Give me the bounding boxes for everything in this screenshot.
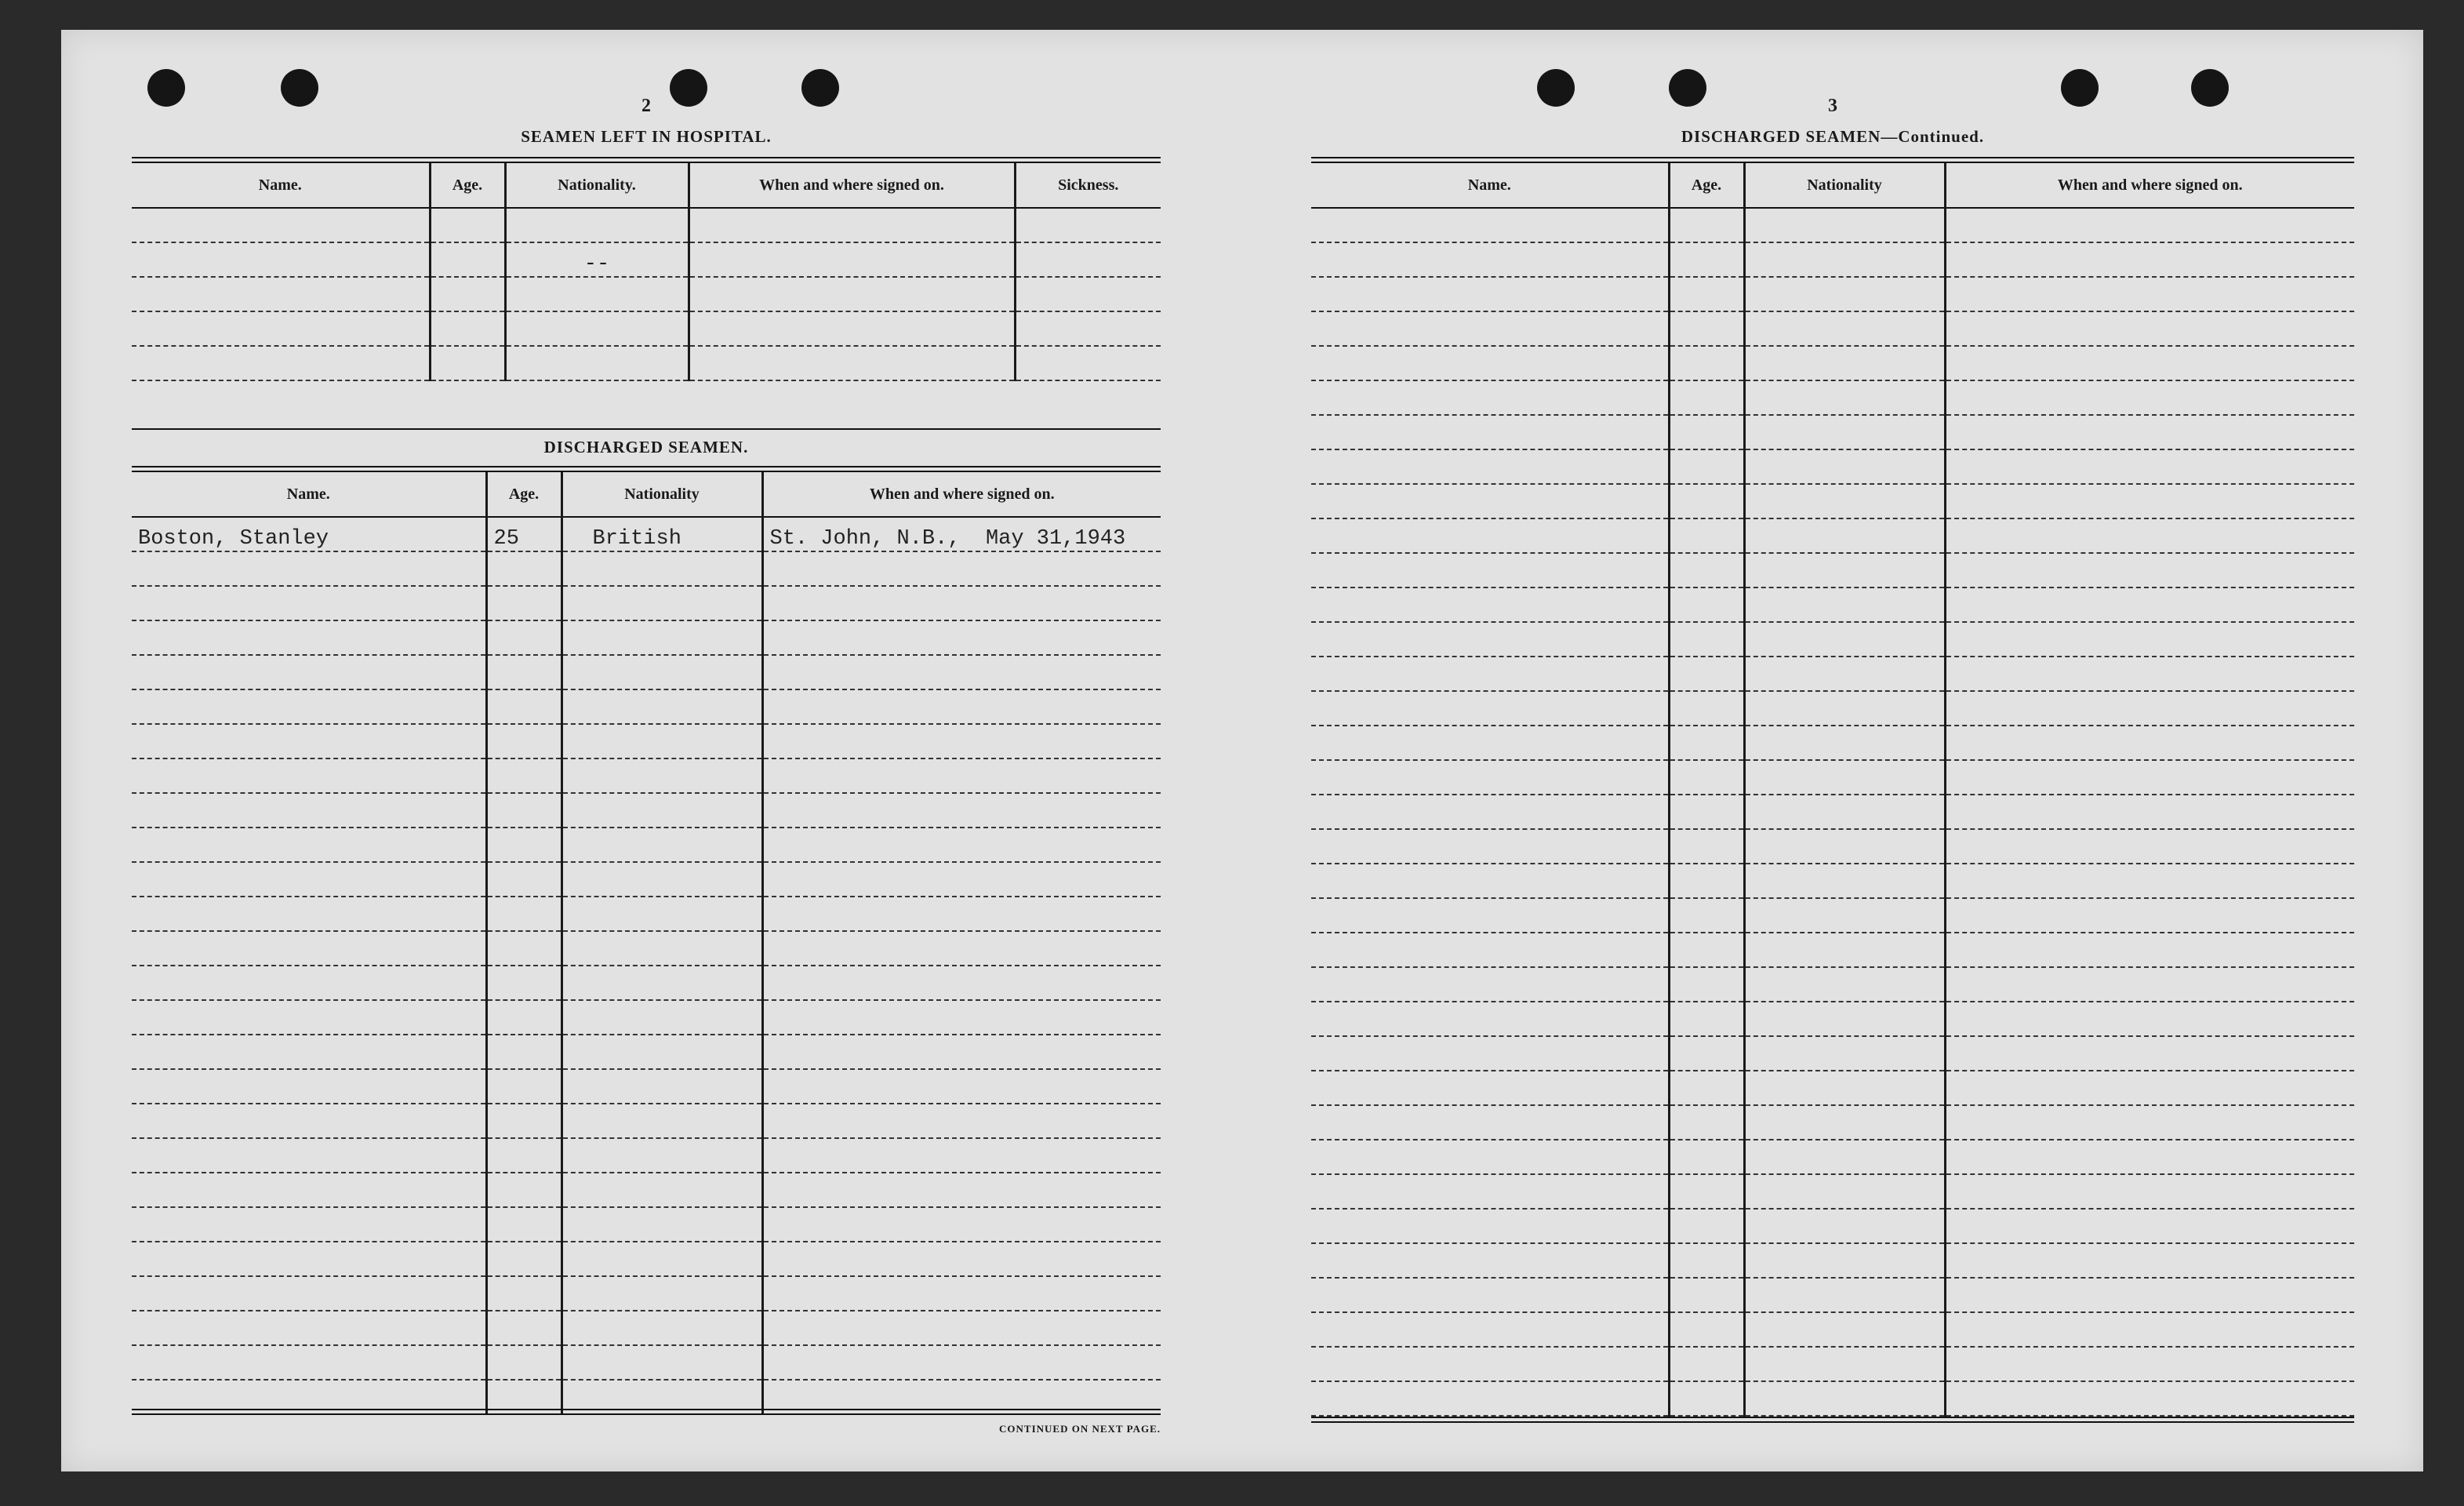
hospital-section-title: SEAMEN LEFT IN HOSPITAL.	[521, 127, 772, 146]
section-rule	[1311, 157, 2354, 163]
table-row	[132, 1242, 1161, 1276]
continued-note: CONTINUED ON NEXT PAGE.	[999, 1423, 1161, 1435]
table-row	[1311, 1140, 2354, 1174]
table-row	[132, 931, 1161, 966]
table-row	[1311, 449, 2354, 484]
column-header-signed-on: When and where signed on.	[1945, 163, 2354, 208]
table-row	[1311, 760, 2354, 795]
table-row	[132, 1035, 1161, 1069]
table-row	[1311, 829, 2354, 864]
table-row	[1311, 1243, 2354, 1278]
column-header-age: Age.	[486, 472, 561, 517]
table-row	[132, 1138, 1161, 1173]
table-row	[1311, 898, 2354, 933]
table-row	[132, 277, 1161, 311]
table-row	[1311, 1036, 2354, 1071]
column-header-name: Name.	[1311, 163, 1669, 208]
table-row	[132, 208, 1161, 242]
table-row	[1311, 691, 2354, 726]
table-row	[132, 1069, 1161, 1104]
table-row	[1311, 277, 2354, 311]
table-row	[1311, 1105, 2354, 1140]
table-row	[132, 311, 1161, 346]
table-row	[1311, 242, 2354, 277]
table-row	[1311, 1002, 2354, 1036]
table-row	[1311, 795, 2354, 829]
table-row	[132, 620, 1161, 655]
right-page	[1311, 30, 2354, 1471]
table-row	[132, 897, 1161, 931]
section-rule	[1311, 1417, 2354, 1423]
table-row	[132, 551, 1161, 586]
nationality-cell: --	[505, 242, 689, 277]
table-row	[132, 966, 1161, 1000]
discharged-table	[132, 472, 1161, 1415]
table-row	[132, 1000, 1161, 1035]
section-rule	[132, 466, 1161, 472]
table-row	[132, 1173, 1161, 1207]
column-header-age: Age.	[430, 163, 505, 208]
column-header-nationality: Nationality.	[505, 163, 689, 208]
table-row	[1311, 518, 2354, 553]
table-row	[1311, 484, 2354, 518]
table-row	[132, 655, 1161, 689]
table-row	[132, 1207, 1161, 1242]
column-header-age: Age.	[1669, 163, 1744, 208]
table-row	[1311, 1071, 2354, 1105]
page-number: 2	[641, 96, 651, 116]
table-row	[1311, 967, 2354, 1002]
table-row	[1311, 1278, 2354, 1312]
section-rule	[132, 1409, 1161, 1415]
table-row	[132, 1276, 1161, 1311]
table-row	[132, 1345, 1161, 1380]
hospital-table	[132, 163, 1161, 381]
seaman-signed-on: St. John, N.B., May 31,1943	[762, 517, 1161, 551]
column-header-nationality: Nationality	[561, 472, 762, 517]
table-row	[1311, 933, 2354, 967]
table-row	[132, 689, 1161, 724]
table-row	[132, 1104, 1161, 1138]
table-row	[132, 828, 1161, 862]
table-row	[132, 242, 1161, 277]
column-header-name: Name.	[132, 472, 486, 517]
column-header-sickness: Sickness.	[1015, 163, 1161, 208]
section-rule	[132, 428, 1161, 430]
table-row	[132, 346, 1161, 380]
page-number: 3	[1828, 96, 1837, 116]
table-row	[1311, 622, 2354, 657]
left-page	[132, 30, 1161, 1471]
table-row	[1311, 553, 2354, 587]
column-header-signed-on: When and where signed on.	[762, 472, 1161, 517]
seaman-nationality: British	[561, 517, 762, 551]
table-row	[1311, 208, 2354, 242]
table-row	[1311, 1347, 2354, 1381]
table-row	[1311, 415, 2354, 449]
table-row	[132, 758, 1161, 793]
table-row	[1311, 587, 2354, 622]
seaman-age: 25	[486, 517, 561, 551]
table-row	[1311, 657, 2354, 691]
table-row	[1311, 1381, 2354, 1416]
table-row	[1311, 1174, 2354, 1209]
table-row	[132, 517, 1161, 551]
discharged-continued-title: DISCHARGED SEAMEN—Continued.	[1681, 127, 1985, 146]
table-row	[132, 862, 1161, 897]
section-rule	[132, 157, 1161, 163]
table-row	[1311, 864, 2354, 898]
table-row	[132, 724, 1161, 758]
ledger-sheet	[61, 30, 2423, 1471]
table-row	[1311, 1209, 2354, 1243]
table-row	[132, 586, 1161, 620]
column-header-nationality: Nationality	[1744, 163, 1945, 208]
table-row	[1311, 1312, 2354, 1347]
table-row	[132, 1311, 1161, 1345]
table-row	[1311, 311, 2354, 346]
column-header-name: Name.	[132, 163, 430, 208]
table-row	[1311, 380, 2354, 415]
discharged-continued-table	[1311, 163, 2354, 1417]
table-row	[132, 793, 1161, 828]
table-row	[1311, 726, 2354, 760]
table-row	[1311, 346, 2354, 380]
seaman-name: Boston, Stanley	[132, 517, 486, 551]
discharged-section-title: DISCHARGED SEAMEN.	[543, 438, 749, 457]
column-header-signed-on: When and where signed on.	[689, 163, 1015, 208]
